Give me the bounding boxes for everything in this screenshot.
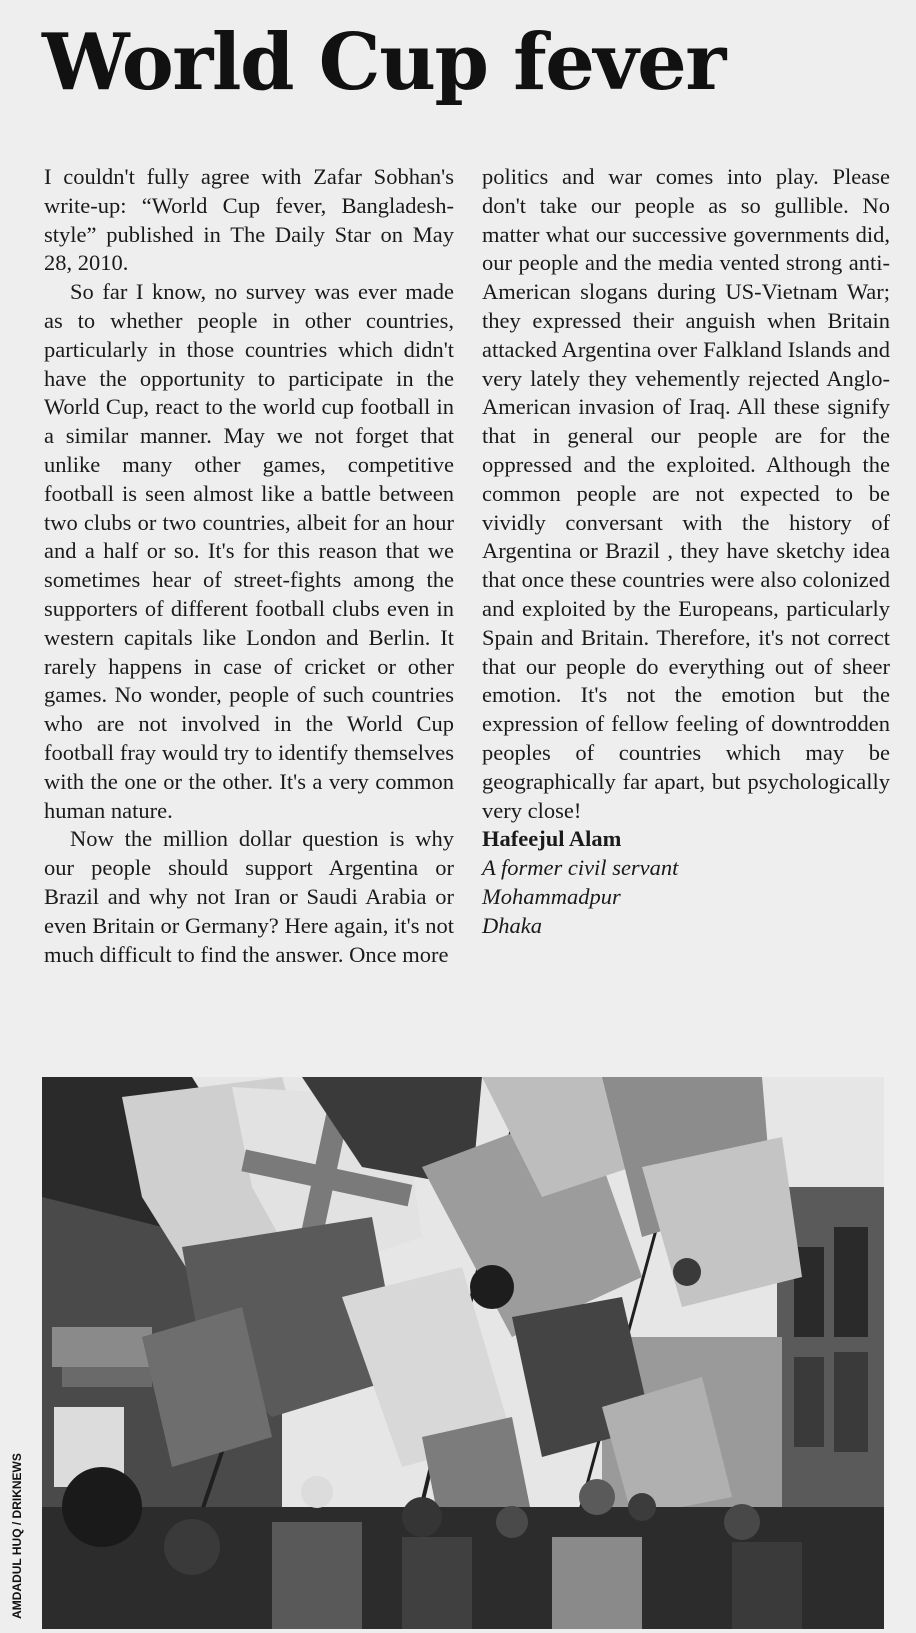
crowd-shirt: [402, 1537, 472, 1629]
crowd-person: [724, 1504, 760, 1540]
author-name: Hafeejul Alam: [482, 826, 622, 852]
photo-credit-text: AMDADUL HUQ / DRIKNEWS: [10, 1453, 24, 1619]
article-paragraph: Now the million dollar question is why our people should support Argentina or Brazil and why not Iran or Saudi Arabia or even Britain or Germany? Here again, it's not much difficult to find the answer. Once more: [44, 826, 454, 967]
crowd-person: [402, 1497, 442, 1537]
crowd-shirt: [732, 1542, 802, 1629]
crowd-person: [164, 1519, 220, 1575]
flag-emblem: [673, 1258, 701, 1286]
photo-shop-sign: [52, 1327, 152, 1367]
photo-bus-window: [794, 1357, 824, 1447]
crowd-shirt: [272, 1522, 362, 1629]
photo-bus-window: [834, 1227, 868, 1337]
article-column-right: [482, 163, 890, 941]
crowd-person: [62, 1467, 142, 1547]
article-column-left: [44, 163, 454, 969]
photo-bus-window: [834, 1352, 868, 1452]
photo-credit: [6, 1448, 28, 1624]
flag-emblem: [470, 1265, 514, 1309]
article-paragraph: So far I know, no survey was ever made as to whether people in other countries, particularly in those countries which didn't have the opportunity to participate in the World Cup, react to the world cup football in a similar manner. May we not forget that unlike many other games, competitive football is seen almost like a battle between two clubs or two countries, albeit for an hour and a half or so. It's for this reason that we sometimes hear of street-fights among the supporters of different football clubs even in western capitals like London and Berlin. It rarely happens in case of cricket or other games. No wonder, people of such countries who are not involved in the World Cup football fray would try to identify themselves with the one or the other. It's a very common human nature.: [44, 279, 454, 823]
headline: World Cup fever: [42, 17, 725, 108]
author-title: A former civil servant: [482, 855, 679, 881]
crowd-person: [301, 1476, 333, 1508]
crowd-person: [628, 1493, 656, 1521]
street-flags-illustration: [42, 1077, 884, 1629]
author-city: Dhaka: [482, 912, 542, 938]
signature-block: [482, 825, 890, 940]
article-paragraph: I couldn't fully agree with Zafar Sobhan's write-up: “World Cup fever, Bangladesh-style” published in The Daily Star on May 28, 2010.: [44, 164, 454, 276]
crowd-shirt: [552, 1537, 642, 1629]
author-area: Mohammadpur: [482, 883, 621, 909]
article-paragraph: politics and war comes into play. Please don't take our people as so gullible. No matter what our successive governments did, our people and the media vented strong anti-American slogans during US-Vietnam War; they expressed their anguish when Britain attacked Argentina over Falkland Islands and very lately they vehemently rejected Anglo-American invasion of Iraq. All these signify that in general our people are for the oppressed and the exploited. Although the common people are not expected to be vividly conversant with the history of Argentina or Brazil , they have sketchy idea that once these countries were also colonized and exploited by the Europeans, particularly Spain and Britain. Therefore, it's not correct that our people do everything out of sheer emotion. It's not the emotion but the expression of fellow feeling of downtrodden peoples of countries which may be geographically far apart, but psychologically very close!: [482, 164, 890, 823]
news-photo: [42, 1077, 884, 1629]
crowd-person: [579, 1479, 615, 1515]
crowd-person: [496, 1506, 528, 1538]
